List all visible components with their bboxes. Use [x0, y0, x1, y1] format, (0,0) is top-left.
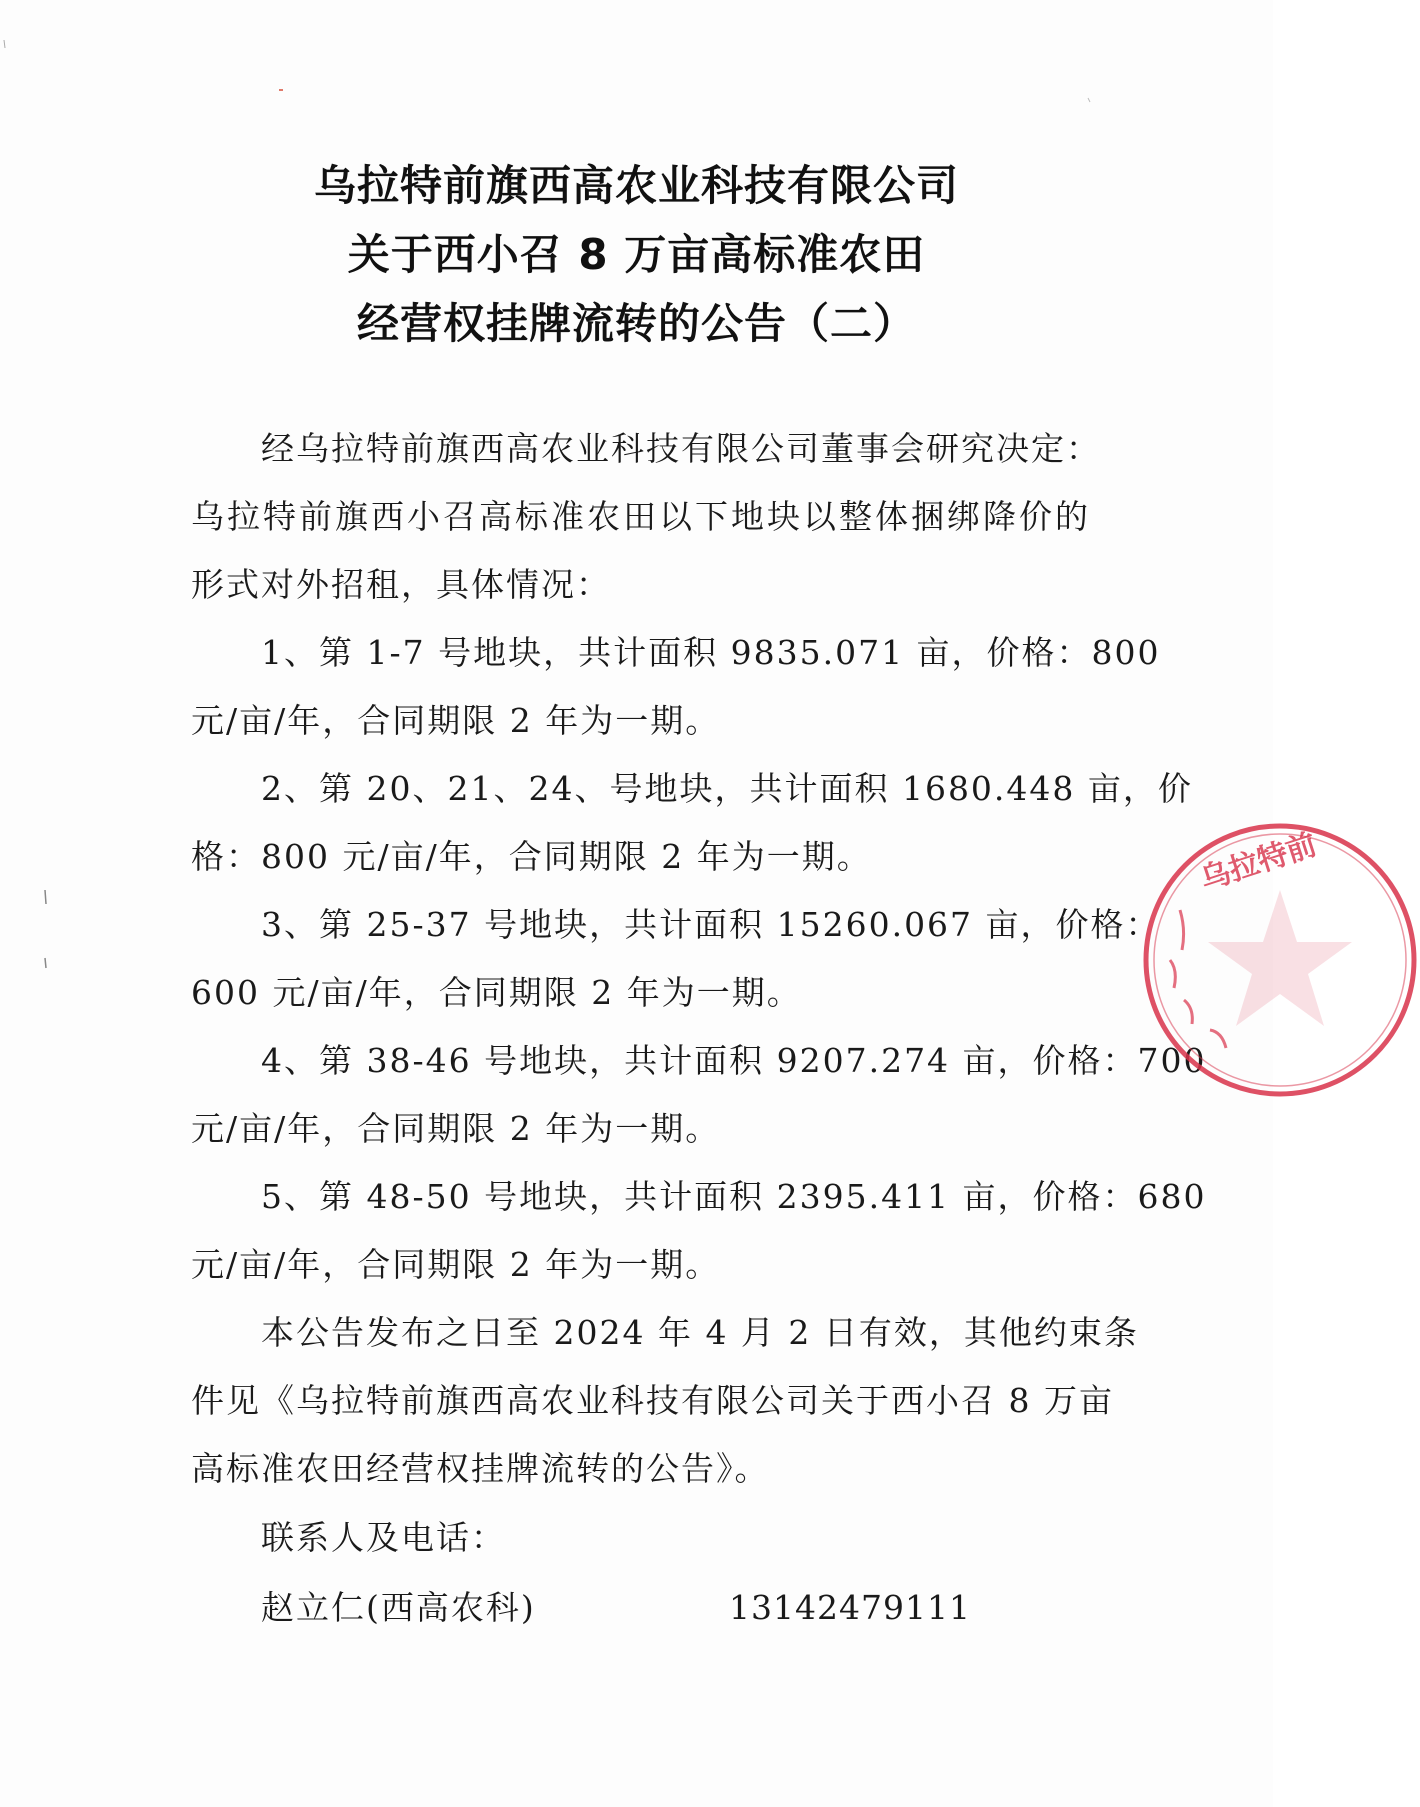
validity-line-1: 本公告发布之日至 2024 年 4 月 2 日有效，其他约束条	[261, 1313, 1139, 1352]
item-3-line-2: 600 元/亩/年，合同期限 2 年为一期。	[191, 973, 802, 1012]
official-seal	[1140, 820, 1420, 1100]
item-4-line-2: 元/亩/年，合同期限 2 年为一期。	[191, 1109, 721, 1148]
document-title-line-3: 经营权挂牌流转的公告（二）	[356, 299, 916, 348]
contact-label: 联系人及电话：	[261, 1518, 506, 1557]
contact-phone: 13142479111	[729, 1588, 971, 1627]
validity-line-2: 件见《乌拉特前旗西高农业科技有限公司关于西小召 8 万亩	[191, 1381, 1114, 1420]
document-title-line-2: 关于西小召 8 万亩高标准农田	[347, 230, 926, 279]
intro-line-2: 乌拉特前旗西小召高标准农田以下地块以整体捆绑降价的	[191, 497, 1090, 536]
item-1-line-1: 1、第 1-7 号地块，共计面积 9835.071 亩，价格：800	[261, 633, 1161, 672]
intro-line-1: 经乌拉特前旗西高农业科技有限公司董事会研究决定：	[261, 429, 1101, 468]
intro-line-3: 形式对外招租，具体情况：	[191, 565, 611, 604]
item-2-line-1: 2、第 20、21、24、号地块，共计面积 1680.448 亩，价	[261, 769, 1193, 808]
seal-mongolian-script	[1170, 910, 1226, 1048]
item-5-line-1: 5、第 48-50 号地块，共计面积 2395.411 亩，价格：680	[261, 1177, 1207, 1216]
item-4-line-1: 4、第 38-46 号地块，共计面积 9207.274 亩，价格：700	[261, 1041, 1207, 1080]
item-5-line-2: 元/亩/年，合同期限 2 年为一期。	[191, 1245, 721, 1284]
contact-name: 赵立仁(西高农科)	[261, 1588, 536, 1627]
speck	[4, 40, 5, 48]
item-3-line-1: 3、第 25-37 号地块，共计面积 15260.067 亩，价格：	[261, 905, 1161, 944]
seal-text: 乌拉特前	[1196, 827, 1322, 898]
speck	[45, 890, 46, 904]
item-2-line-2: 格：800 元/亩/年，合同期限 2 年为一期。	[191, 837, 872, 876]
validity-line-3: 高标准农田经营权挂牌流转的公告》。	[191, 1449, 770, 1488]
speck	[45, 958, 46, 968]
document-title-line-1: 乌拉特前旗西高农业科技有限公司	[313, 161, 959, 210]
seal-star	[1208, 890, 1352, 1026]
item-1-line-2: 元/亩/年，合同期限 2 年为一期。	[191, 701, 721, 740]
speck	[1088, 98, 1090, 102]
